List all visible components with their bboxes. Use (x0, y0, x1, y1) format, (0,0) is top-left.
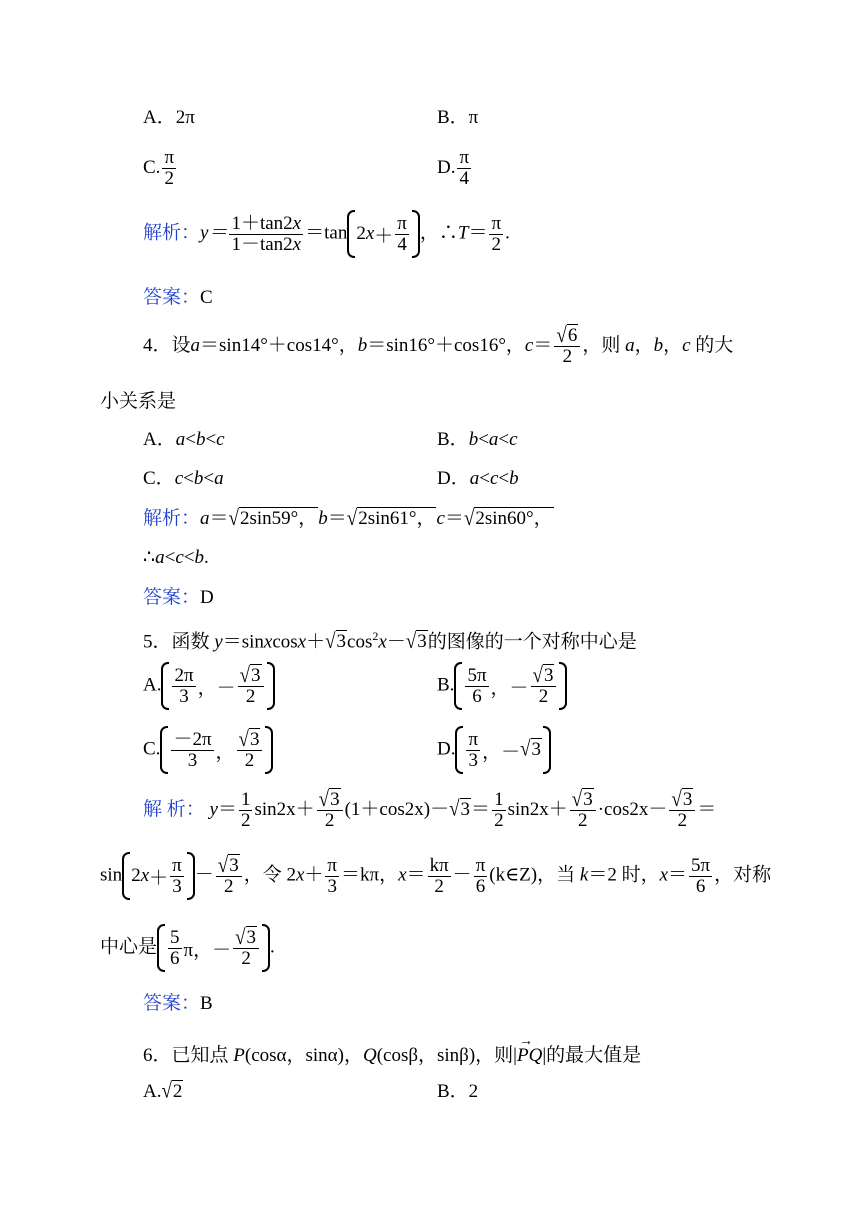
option-4a: A．a<b<c (143, 429, 225, 450)
option-3a: A．2π (143, 107, 195, 128)
answer-4: 答案：D (143, 587, 214, 608)
option-5b: B. $\frac{5\pi}{6}$ ，－ $\frac{√3}{2}$ (437, 662, 567, 710)
analysis-4: 解析：a＝√2sin59°，b＝√2sin61°，c＝√2sin60°， (143, 506, 553, 531)
analysis-5: 解 析： y＝ $\frac{1}{2}$ sin2x＋ $\frac{√3}{2}$ (1＋cos2x)－√3＝ $\frac{1}{2}$ sin2x＋ $\frac{√3}{2}$ ·cos2x－ $\frac{√3}{2}$ ＝ (143, 787, 717, 831)
analysis-3: 解析：y＝ $\frac{1+\tan 2x}{1-\tan 2x}$ ＝tan 2 x ＋ $\frac{\pi}{4}$ ，∴T＝ $\frac{\pi}{2}$ . (143, 210, 510, 258)
option-5c: C. $\frac{-2\pi}{3}$ ， $\frac{√3}{2}$ (143, 726, 273, 774)
analysis-5-line3: 中心是 $\frac{5}{6}$ π，－ $\frac{√3}{2}$ . (100, 924, 275, 972)
option-4b: B．b<a<c (437, 429, 518, 450)
option-3c: C. $\frac{\pi}{2}$ (143, 147, 175, 189)
analysis-4-line2: ∴a<c<b. (143, 547, 209, 568)
analysis-5-line2: sin 2 x ＋ $\frac{\pi}{3}$ － $\frac{√3}{2}$ ，令 2x＋ $\frac{\pi}{3}$ ＝kπ，x＝ $\frac{k\pi}{2}$ － $\frac{\pi}{6}$ (k∈Z)，当 k＝2 时，x＝ $\frac{5\pi}{6}$ ，对称 (100, 852, 771, 900)
option-5a: A. $\frac{2\pi}{3}$ ，－ $\frac{√3}{2}$ (143, 662, 275, 710)
question-4-stem-line2: 小关系是 (100, 391, 177, 412)
question-4-stem: 4．设a＝sin14°＋cos14°，b＝sin16°＋cos16°，c＝ $\frac{√6}{2}$ ，则 a，b，c 的大 (143, 323, 734, 367)
answer-5: 答案：B (143, 993, 213, 1014)
option-6a: A.√2 (143, 1079, 183, 1104)
option-5d: D. $\frac{\pi}{3}$ ，－ √3 (437, 726, 551, 774)
option-3d: D. $\frac{\pi}{4}$ (437, 147, 470, 189)
question-6-stem: 6．已知点 P(cosα，sinα)，Q(cosβ，sinβ)，则|→ PQ|的最大值是 (143, 1040, 641, 1068)
option-4c: C．c<b<a (143, 468, 224, 489)
option-3b: B．π (437, 107, 479, 128)
option-4d: D．a<c<b (437, 468, 519, 489)
question-5-stem: 5．函数 $y=sinxcosx+√3\cos^2x-√3$的图像的一个对称中心是 (143, 629, 637, 654)
answer-3: 答案：C (143, 287, 213, 308)
option-6b: B．2 (437, 1081, 479, 1102)
